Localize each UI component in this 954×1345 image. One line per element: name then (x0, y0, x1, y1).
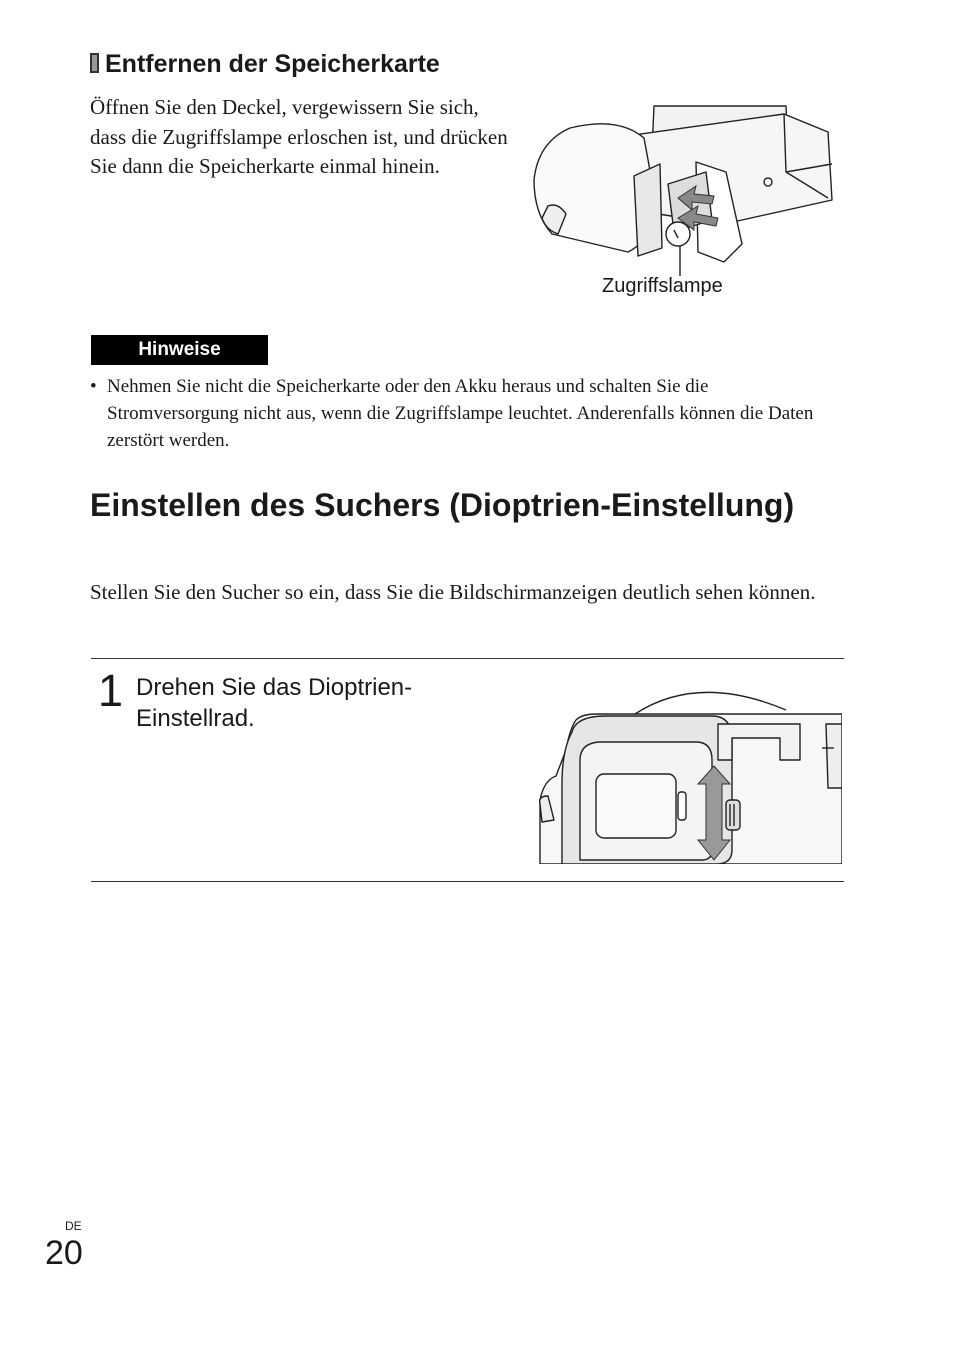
page-language: DE (65, 1219, 82, 1233)
notes-badge: Hinweise (91, 335, 268, 365)
note-text: Nehmen Sie nicht die Speicherkarte oder den Akku heraus und schalten Sie die Stromversorgung nicht aus, wenn die Zugriffslampe leuchtet. Anderenfalls können die Daten zerstört werden. (107, 376, 814, 451)
diopter-dial-illustration (536, 680, 842, 864)
step-text: Drehen Sie das Dioptrien-Einstellrad. (136, 674, 413, 732)
access-lamp-label: Zugriffslampe (602, 275, 723, 297)
note-item (90, 373, 835, 454)
viewfinder-intro: Stellen Sie den Sucher so ein, dass Sie die Bildschirmanzeigen deutlich sehen können. (90, 580, 816, 604)
remove-card-instructions: Öffnen Sie den Deckel, vergewissern Sie sich, dass die Zugriffslampe erloschen ist, und drücken Sie dann die Speicherkarte einmal hinein. (90, 95, 508, 178)
divider-top (91, 658, 844, 659)
section-marker-icon (90, 53, 99, 73)
bullet-icon: • (90, 376, 97, 397)
page-number: 20 (45, 1234, 83, 1272)
page-title: Einstellen des Suchers (Dioptrien-Einstellung) (90, 487, 795, 523)
camera-card-slot-illustration (528, 102, 840, 302)
section-heading-remove-card (90, 50, 440, 79)
divider-bottom (91, 881, 844, 882)
section-heading-text: Entfernen der Speicherkarte (105, 50, 440, 78)
step-number: 1 (98, 665, 124, 716)
